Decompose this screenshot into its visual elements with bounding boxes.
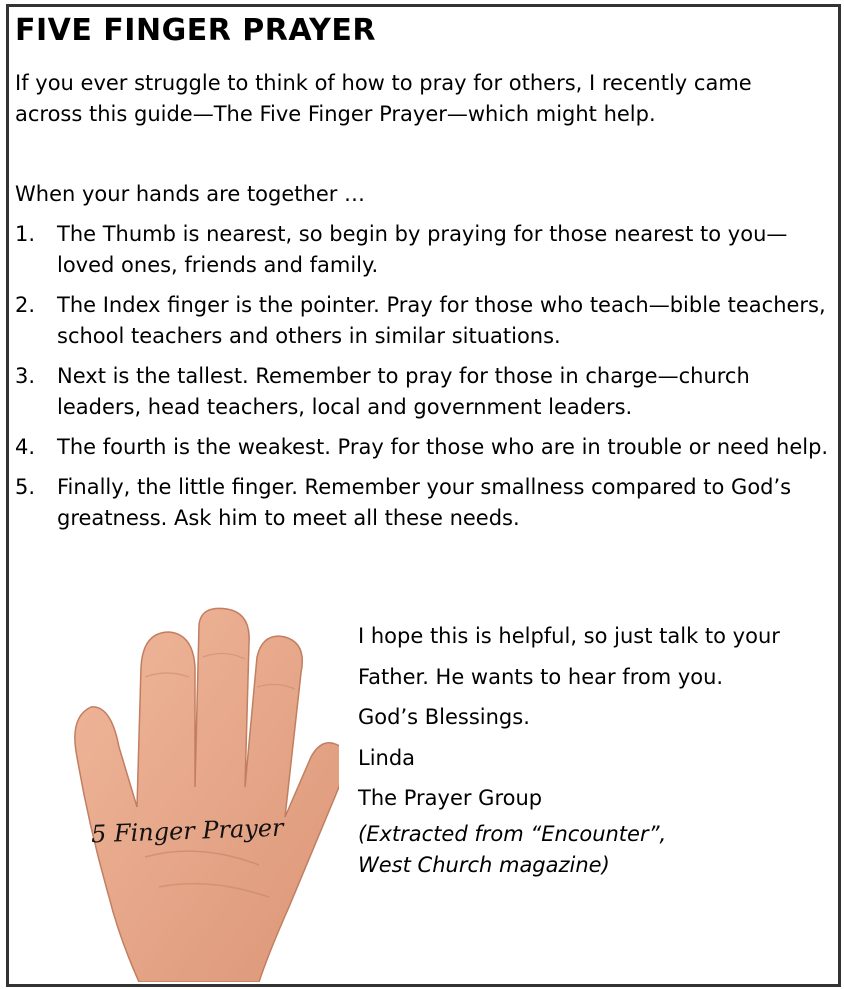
list-item [15, 361, 830, 423]
step-text: Finally, the little finger. Remember your smallness compared to God’s greatness. Ask him to meet all these needs. [57, 475, 792, 530]
signature-name: Linda [358, 745, 416, 770]
step-number: 2. [15, 293, 36, 317]
open-hand-icon [49, 607, 339, 982]
hand-shape [75, 608, 339, 982]
intro-paragraph: If you ever struggle to think of how to pray for others, I recently came across this guide—The Five Finger Prayer—which might help. [15, 71, 752, 126]
step-text: The fourth is the weakest. Pray for those who are in trouble or need help. [57, 435, 829, 459]
source-line: (Extracted from “Encounter”, [358, 821, 667, 846]
closing-line: I hope this is helpful, so just talk to your [358, 624, 780, 648]
step-number: 4. [15, 435, 36, 459]
list-item [15, 432, 830, 463]
closing-line: God’s Blessings. [358, 705, 530, 729]
flyer-frame [6, 4, 841, 987]
prayer-steps-list [15, 219, 830, 543]
step-text: Next is the tallest. Remember to pray for those in charge—church leaders, head teachers, local and government leaders. [57, 364, 750, 419]
source-line: West Church magazine) [358, 852, 610, 877]
step-text: The Index finger is the pointer. Pray for those who teach—bible teachers, school teachers and others in similar situations. [57, 293, 826, 348]
step-number: 3. [15, 364, 36, 388]
step-number: 1. [15, 222, 36, 246]
hand-caption: 5 Finger Prayer [90, 813, 284, 849]
lead-line: When your hands are together … [15, 182, 366, 206]
list-item [15, 219, 830, 281]
step-number: 5. [15, 475, 36, 499]
page-title: FIVE FINGER PRAYER [15, 13, 376, 48]
list-item [15, 472, 830, 534]
signature-group: The Prayer Group [358, 786, 543, 810]
closing-line: Father. He wants to hear from you. [358, 664, 724, 689]
step-text: The Thumb is nearest, so begin by praying for those nearest to you—loved ones, friends and family. [57, 222, 788, 277]
closing-message [358, 616, 838, 881]
list-item [15, 290, 830, 352]
